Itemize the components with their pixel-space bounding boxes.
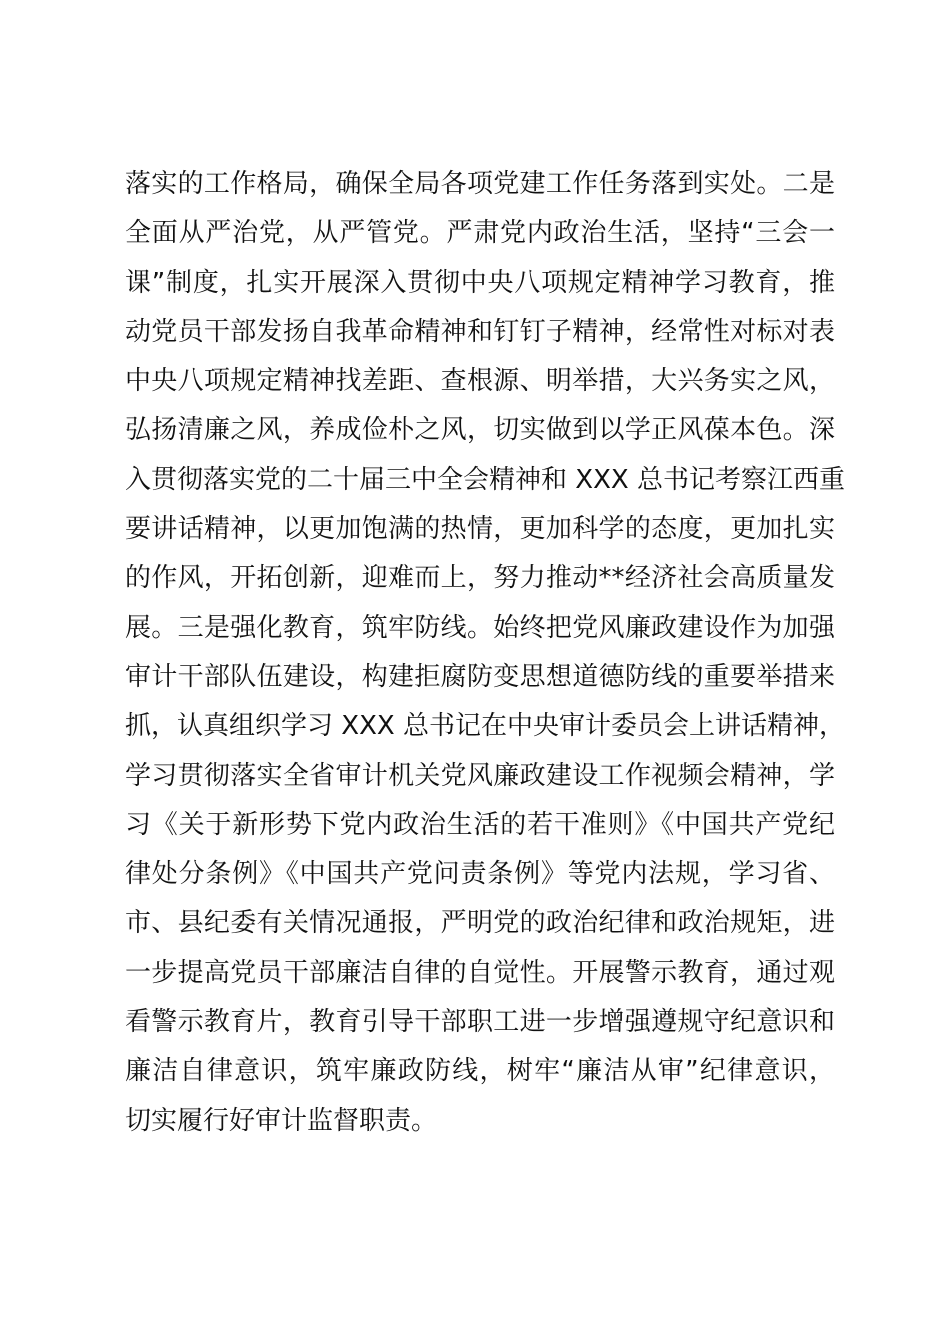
text-line: 习《关于新形势下党内政治生活的若干准则》《中国共产党纪 (125, 809, 835, 840)
text-line: 落实的工作格局，确保全局各项党建工作任务落到实处。二是 (125, 169, 835, 199)
text-line: 展。三是强化教育，筑牢防线。始终把党风廉政建设作为加强 (125, 612, 835, 643)
text-line: 审计干部队伍建设，构建拒腐防变思想道德防线的重要举措来 (125, 661, 835, 692)
text-line: 弘扬清廉之风，养成俭朴之风，切实做到以学正风葆本色。深 (125, 415, 835, 446)
text-line: 律处分条例》《中国共产党问责条例》等党内法规，学习省、 (125, 859, 835, 890)
text-line: 动党员干部发扬自我革命精神和钉钉子精神，经常性对标对表 (125, 316, 835, 347)
text-line: 课”制度，扎实开展深入贯彻中央八项规定精神学习教育，推 (125, 267, 835, 298)
text-line: 入贯彻落实党的二十届三中全会精神和 XXX 总书记考察江西重 (125, 464, 845, 495)
text-line: 一步提高党员干部廉洁自律的自觉性。开展警示教育，通过观 (125, 957, 835, 988)
text-line: 切实履行好审计监督职责。 (125, 1105, 438, 1136)
body-paragraph (125, 160, 845, 1146)
text-line: 全面从严治党，从严管党。严肃党内政治生活，坚持“三会一 (125, 218, 835, 249)
text-line: 看警示教育片，教育引导干部职工进一步增强遵规守纪意识和 (125, 1007, 835, 1038)
text-line: 中央八项规定精神找差距、查根源、明举措，大兴务实之风， (125, 366, 835, 397)
text-line: 市、县纪委有关情况通报，严明党的政治纪律和政治规矩，进 (125, 908, 835, 939)
text-line: 的作风，开拓创新，迎难而上，努力推动**经济社会高质量发 (125, 563, 835, 594)
text-line: 要讲话精神，以更加饱满的热情，更加科学的态度，更加扎实 (125, 514, 835, 545)
text-line: 学习贯彻落实全省审计机关党风廉政建设工作视频会精神，学 (125, 760, 835, 791)
text-line: 抓，认真组织学习 XXX 总书记在中央审计委员会上讲话精神， (125, 711, 845, 742)
text-line: 廉洁自律意识，筑牢廉政防线，树牢“廉洁从审”纪律意识， (125, 1056, 835, 1087)
